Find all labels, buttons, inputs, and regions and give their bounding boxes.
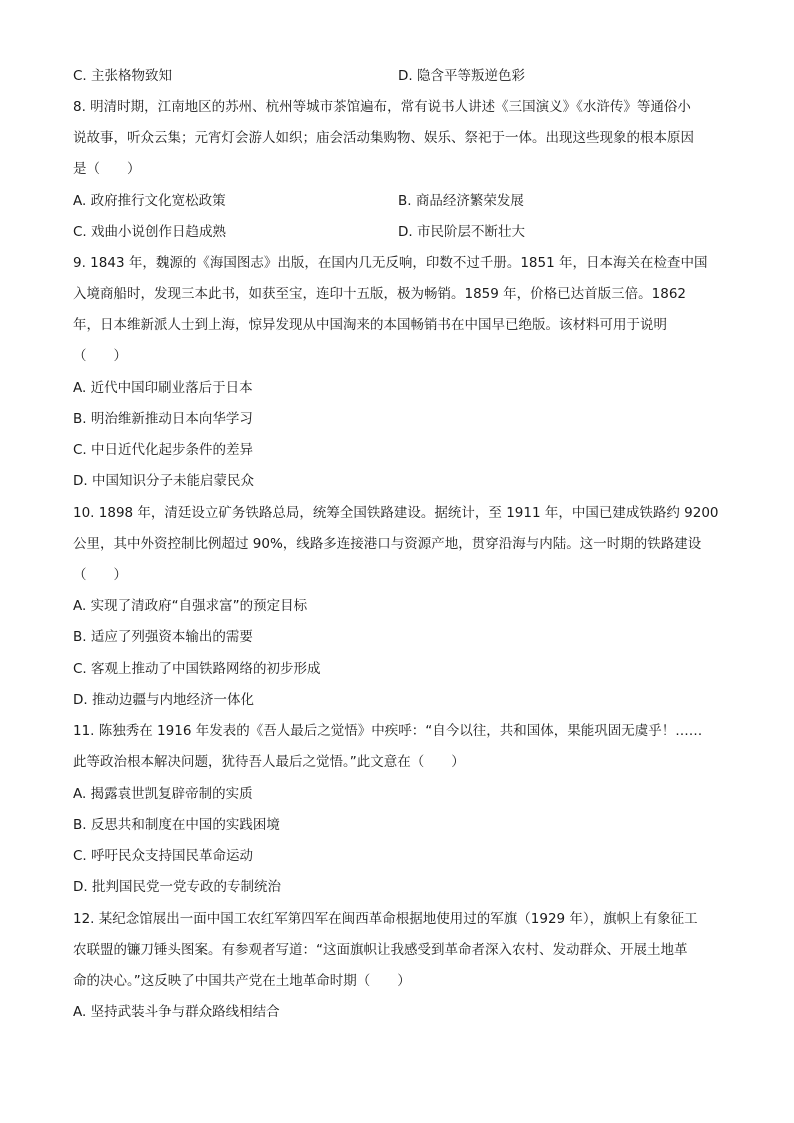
q10-stem-line-2: 公里，其中外资控制比例超过 90%，线路多连接港口与资源产地，贯穿沿海与内陆。这一时期的铁路建设 <box>73 536 702 552</box>
q10-option-a: A. 实现了清政府“自强求富”的预定目标 <box>73 598 308 614</box>
q8-stem-line-2: 说故事，听众云集；元宵灯会游人如织；庙会活动集购物、娱乐、祭祀于一体。出现这些现象的根本原因 <box>73 130 694 146</box>
q9-stem-line-4: （ ） <box>73 348 127 364</box>
q9-option-d: D. 中国知识分子未能启蒙民众 <box>73 473 254 489</box>
q8-options-row-2 <box>73 222 733 242</box>
q9-option-c: C. 中日近代化起步条件的差异 <box>73 442 254 458</box>
q9-option-a: A. 近代中国印刷业落后于日本 <box>73 380 253 396</box>
q8-stem-line-3: 是（ ） <box>73 161 141 177</box>
q7-options-row <box>73 66 733 86</box>
q9-stem-line-2: 入境商船时，发现三本此书，如获至宝，连印十五版，极为畅销。1859 年，价格已达首版三倍。1862 <box>73 286 687 302</box>
q10-stem-line-3: （ ） <box>73 567 127 583</box>
q11-stem-line-2: 此等政治根本解决问题，犹待吾人最后之觉悟。”此文意在（ ） <box>73 754 465 770</box>
q10-option-b: B. 适应了列强资本输出的需要 <box>73 629 253 645</box>
q9-stem-line-3: 年，日本维新派人士到上海，惊异发现从中国淘来的本国畅销书在中国早已绝版。该材料可用于说明 <box>73 317 667 333</box>
q12-stem-line-1: 12. 某纪念馆展出一面中国工农红军第四军在闽西革命根据地使用过的军旗（1929 年），旗帜上有象征工 <box>73 911 698 927</box>
q10-option-c: C. 客观上推动了中国铁路网络的初步形成 <box>73 661 321 677</box>
q7-option-d: D. 隐含平等叛逆色彩 <box>398 68 525 84</box>
q8-option-c: C. 戏曲小说创作日趋成熟 <box>73 224 227 240</box>
q8-option-a: A. 政府推行文化宽松政策 <box>73 193 226 209</box>
q8-stem-line-1: 8. 明清时期，江南地区的苏州、杭州等城市茶馆遍布，常有说书人讲述《三国演义》《水浒传》等通俗小 <box>73 99 691 115</box>
q11-option-d: D. 批判国民党一党专政的专制统治 <box>73 879 281 895</box>
q11-option-c: C. 呼吁民众支持国民革命运动 <box>73 848 254 864</box>
q9-stem-line-1: 9. 1843 年，魏源的《海国图志》出版，在国内几无反响，印数不过千册。1851 年，日本海关在检查中国 <box>73 255 708 271</box>
q8-option-b: B. 商品经济繁荣发展 <box>398 193 524 209</box>
q8-option-d: D. 市民阶层不断壮大 <box>398 224 525 240</box>
q11-option-b: B. 反思共和制度在中国的实践困境 <box>73 817 280 833</box>
q11-stem-line-1: 11. 陈独秀在 1916 年发表的《吾人最后之觉悟》中疾呼：“自今以往，共和国体，果能巩固无虞乎！…… <box>73 723 703 739</box>
q10-stem-line-1: 10. 1898 年，清廷设立矿务铁路总局，统筹全国铁路建设。据统计，至 1911 年，中国已建成铁路约 9200 <box>73 505 719 521</box>
q9-option-b: B. 明治维新推动日本向华学习 <box>73 411 253 427</box>
q12-stem-line-2: 农联盟的镰刀锤头图案。有参观者写道：“这面旗帜让我感受到革命者深入农村、发动群众、开展土地革 <box>73 942 688 958</box>
q11-option-a: A. 揭露袁世凯复辟帝制的实质 <box>73 786 253 802</box>
q10-option-d: D. 推动边疆与内地经济一体化 <box>73 692 254 708</box>
q12-stem-line-3: 命的决心。”这反映了中国共产党在土地革命时期（ ） <box>73 973 411 989</box>
q8-options-row-1 <box>73 191 733 211</box>
q12-option-a: A. 坚持武装斗争与群众路线相结合 <box>73 1004 280 1020</box>
q7-option-c: C. 主张格物致知 <box>73 68 173 84</box>
